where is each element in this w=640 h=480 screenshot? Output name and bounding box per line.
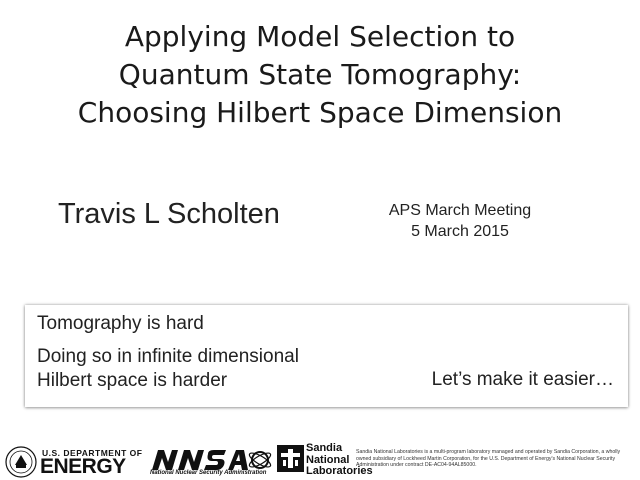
sandia-thunderbird-icon: [277, 445, 304, 472]
title-line-3: Choosing Hilbert Space Dimension: [77, 96, 563, 129]
callout-line-1: Tomography is hard: [37, 313, 204, 334]
doe-top-text: U.S. DEPARTMENT OF: [42, 448, 143, 458]
sandia-line-3: Laboratories: [306, 465, 373, 477]
sandia-line-1: Sandia: [306, 442, 343, 454]
sandia-line-2: National: [306, 453, 350, 466]
meeting-date: 5 March 2015: [411, 223, 509, 240]
meeting-info: [380, 200, 540, 242]
doe-seal-icon: [5, 446, 37, 478]
title-line-1: Applying Model Selection to: [124, 20, 516, 53]
sandia-disclaimer: Sandia National Laboratories is a multi-program laboratory managed and operated by Sandia Corporation, a wholly owned subsidiary of Lockheed Martin Corporation, for the U.S. Department of Energy's National Nuclear Security Administration under contract DE-AC04-94AL85000.: [356, 449, 621, 468]
title-line-2: Quantum State Tomography:: [118, 58, 522, 91]
callout-line-2a: Doing so in infinite dimensional: [37, 346, 299, 367]
callout-box: [25, 305, 628, 407]
callout-line-3: Let’s make it easier…: [431, 369, 614, 390]
meeting-name: APS March Meeting: [388, 202, 532, 219]
author-name: Travis L Scholten: [58, 198, 280, 230]
nnsa-subtitle: National Nuclear Security Administration: [150, 470, 267, 476]
callout-line-2: [37, 345, 299, 393]
slide-title: [20, 18, 620, 132]
doe-energy-text: ENERGY: [40, 455, 126, 478]
callout-line-2b: Hilbert space is harder: [37, 370, 228, 391]
